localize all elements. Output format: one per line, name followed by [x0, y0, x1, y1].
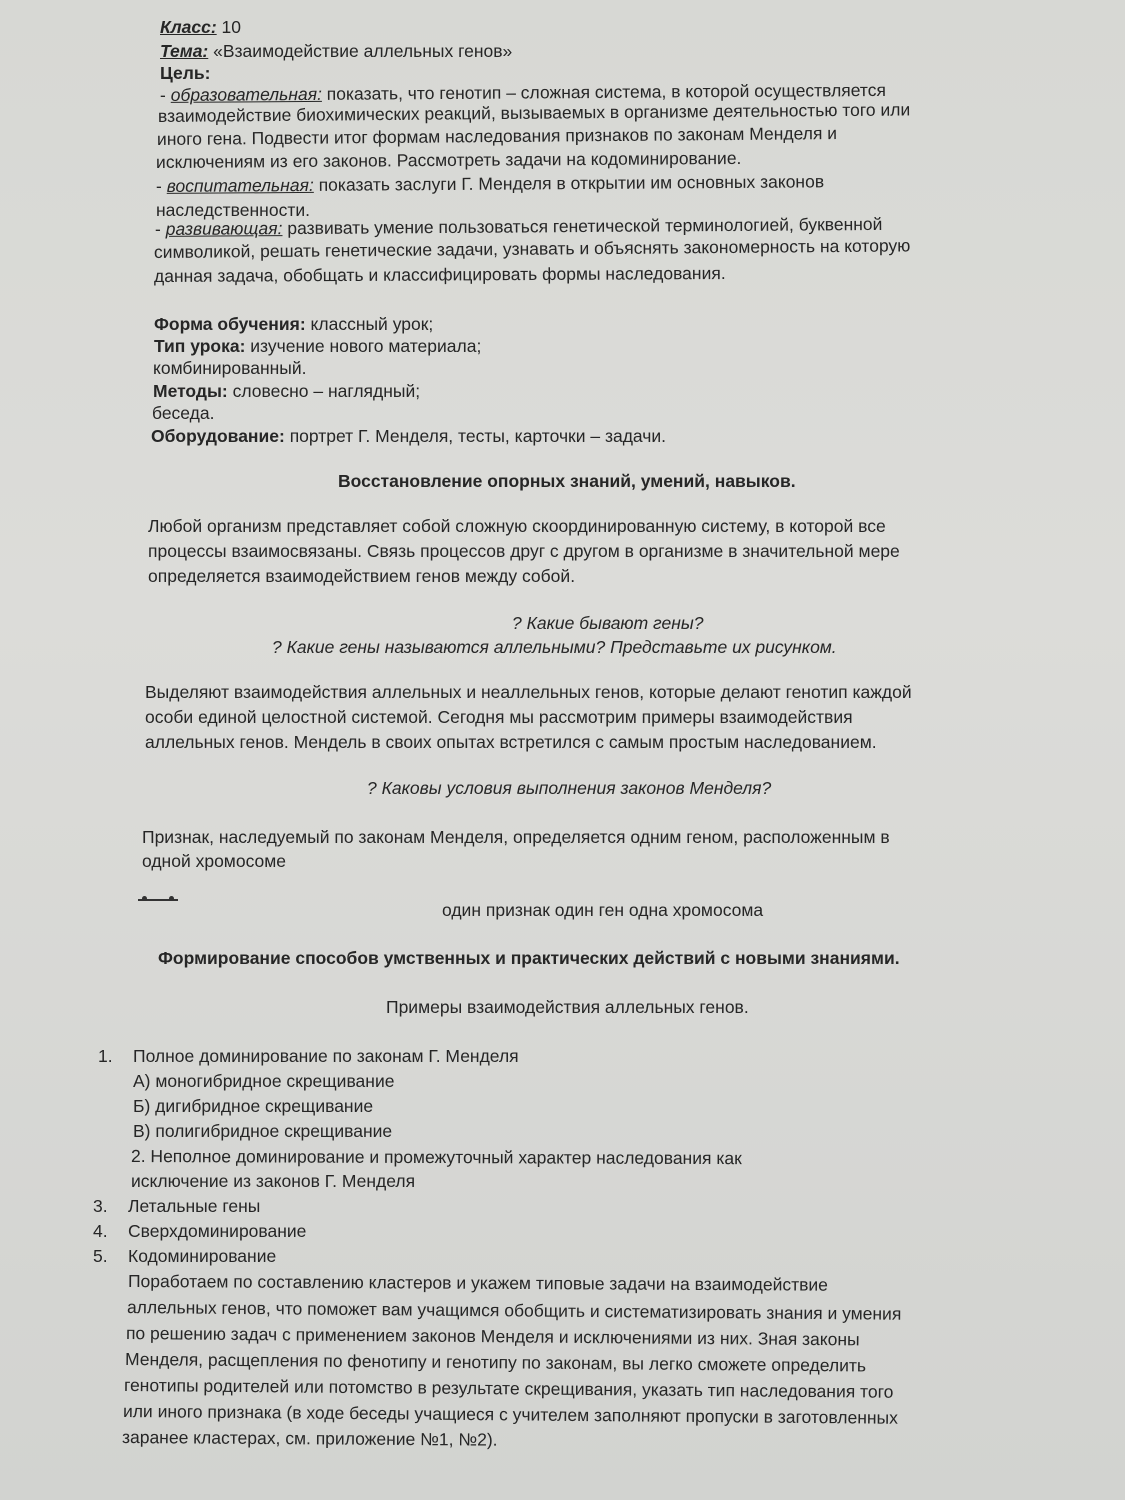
list-item-3: 3. Летальные гены — [93, 1196, 261, 1216]
goal-edu-line4: исключениям из его законов. Рассмотреть задачи на кодоминирование. — [155, 147, 742, 172]
equip-line: Оборудование: портрет Г. Менделя, тесты, карточки – задачи. — [151, 426, 667, 446]
goal-edu-line3: иного гена. Подвести итог формам наследования признаков по законам Менделя и — [156, 123, 838, 149]
goal-edu-line2: взаимодействие биохимических реакций, вызываемых в организме деятельностью того или — [157, 99, 911, 126]
section1-heading: Восстановление опорных знаний, умений, навыков. — [338, 471, 796, 491]
para1-line1: Любой организм представляет собой сложную скоординированную систему, в которой все — [148, 516, 886, 536]
class-line — [160, 16, 241, 38]
para4-line1: Поработаем по составлению кластеров и укажем типовые задачи на взаимодействие — [127, 1271, 829, 1295]
list-number: 5. — [93, 1246, 108, 1266]
goal-edu-line1: - образовательная: показать, что генотип – сложная система, в которой осуществляется — [159, 79, 887, 105]
rule-line: один признак один ген одна хромосома — [442, 900, 764, 920]
topic-label: Тема: — [160, 41, 209, 61]
question-1: ? Какие бывают гены? — [512, 613, 704, 633]
para1-line3: определяется взаимодействием генов между собой. — [148, 566, 576, 586]
list-item-1b: Б) дигибридное скрещивание — [133, 1096, 374, 1116]
para2-line3: аллельных генов. Мендель в своих опытах встретился с самым простым наследованием. — [145, 732, 877, 752]
para4-line6: или иного признака (в ходе беседы учащиеся с учителем заполняют пропуски в заготовленных — [122, 1401, 899, 1428]
list-item-4: 4. Сверхдоминирование — [93, 1221, 307, 1241]
type-label: Тип урока: — [154, 336, 246, 356]
methods-label: Методы: — [153, 381, 228, 401]
list-item-1: 1. Полное доминирование по законам Г. Менделя — [98, 1046, 519, 1066]
para3-line1: Признак, наследуемый по законам Менделя, определяется одним геном, расположенным в — [142, 827, 890, 847]
list-number: 3. — [93, 1196, 108, 1216]
goal-raz-label: развивающая: — [165, 218, 283, 239]
para4-line7: заранее кластерах, см. приложение №1, №2). — [121, 1427, 498, 1450]
form-label: Форма обучения: — [154, 314, 306, 334]
goal-raz-line3: данная задача, обобщать и классифицировать формы наследования. — [153, 263, 726, 286]
list-number: 4. — [93, 1221, 108, 1241]
double-dot-arrow-icon — [138, 899, 178, 904]
list-item-2-line2: исключение из законов Г. Менделя — [131, 1171, 416, 1191]
topic-line — [160, 40, 512, 62]
class-value: 10 — [216, 17, 241, 37]
list-item-2-line1: 2. Неполное доминирование и промежуточный характер наследования как — [130, 1146, 742, 1169]
section2-subheading: Примеры взаимодействия аллельных генов. — [386, 997, 749, 1017]
methods-line: Методы: словесно – наглядный; — [153, 381, 421, 401]
para1-line2: процессы взаимосвязаны. Связь процессов друг с другом в организме в значительной мере — [148, 541, 900, 561]
goal-raz-line1: - развивающая: развивать умение пользоваться генетической терминологией, буквенной — [154, 213, 883, 239]
class-label: Класс: — [160, 17, 217, 37]
para4-line5: генотипы родителей или потомство в результате скрещивания, указать тип наследования того — [123, 1375, 894, 1402]
para4-line3: по решению задач с применением законов Менделя и исключениями из них. Зная законы — [125, 1323, 860, 1350]
methods-line2: беседа. — [152, 403, 215, 423]
goal-vos-line2: наследственности. — [156, 200, 310, 220]
para2-line2: особи единой целостной системой. Сегодня мы рассмотрим примеры взаимодействия — [145, 707, 853, 727]
list-item-1a: А) моногибридное скрещивание — [133, 1071, 395, 1091]
para4-line2: аллельных генов, что поможет вам учащимся обобщить и систематизировать знания и умения — [126, 1297, 902, 1324]
para4-line4: Менделя, расщепления по фенотипу и генотипу по законам, вы легко сможете определить — [124, 1349, 867, 1376]
goal-raz-line2: символикой, решать генетические задачи, узнавать и объяснять закономерность на которую — [153, 235, 911, 262]
goal-label: Цель: — [160, 63, 211, 83]
question-2: ? Какие гены называются аллельными? Представьте их рисунком. — [272, 637, 837, 657]
goal-vos-line1: - воспитательная: показать заслуги Г. Менделя в открытии им основных законов — [155, 171, 825, 196]
para3-line2: одной хромосоме — [142, 851, 287, 871]
form-line: Форма обучения: классный урок; — [154, 314, 434, 334]
question-3: ? Каковы условия выполнения законов Менделя? — [367, 778, 772, 798]
para2-line1: Выделяют взаимодействия аллельных и неаллельных генов, которые делают генотип каждой — [145, 682, 912, 702]
type-line: Тип урока: изучение нового материала; — [154, 336, 482, 356]
list-number: 1. — [98, 1046, 113, 1066]
section2-heading: Формирование способов умственных и практических действий с новыми знаниями. — [158, 948, 900, 968]
list-item-5: 5. Кодоминирование — [93, 1246, 277, 1266]
equip-label: Оборудование: — [151, 426, 285, 446]
type-line2: комбинированный. — [153, 358, 307, 378]
goal-edu-label: образовательная: — [170, 83, 322, 105]
list-item-1c: В) полигибридное скрещивание — [133, 1121, 393, 1141]
topic-value: «Взаимодействие аллельных генов» — [208, 41, 513, 61]
goal-vos-label: воспитательная: — [166, 174, 314, 196]
